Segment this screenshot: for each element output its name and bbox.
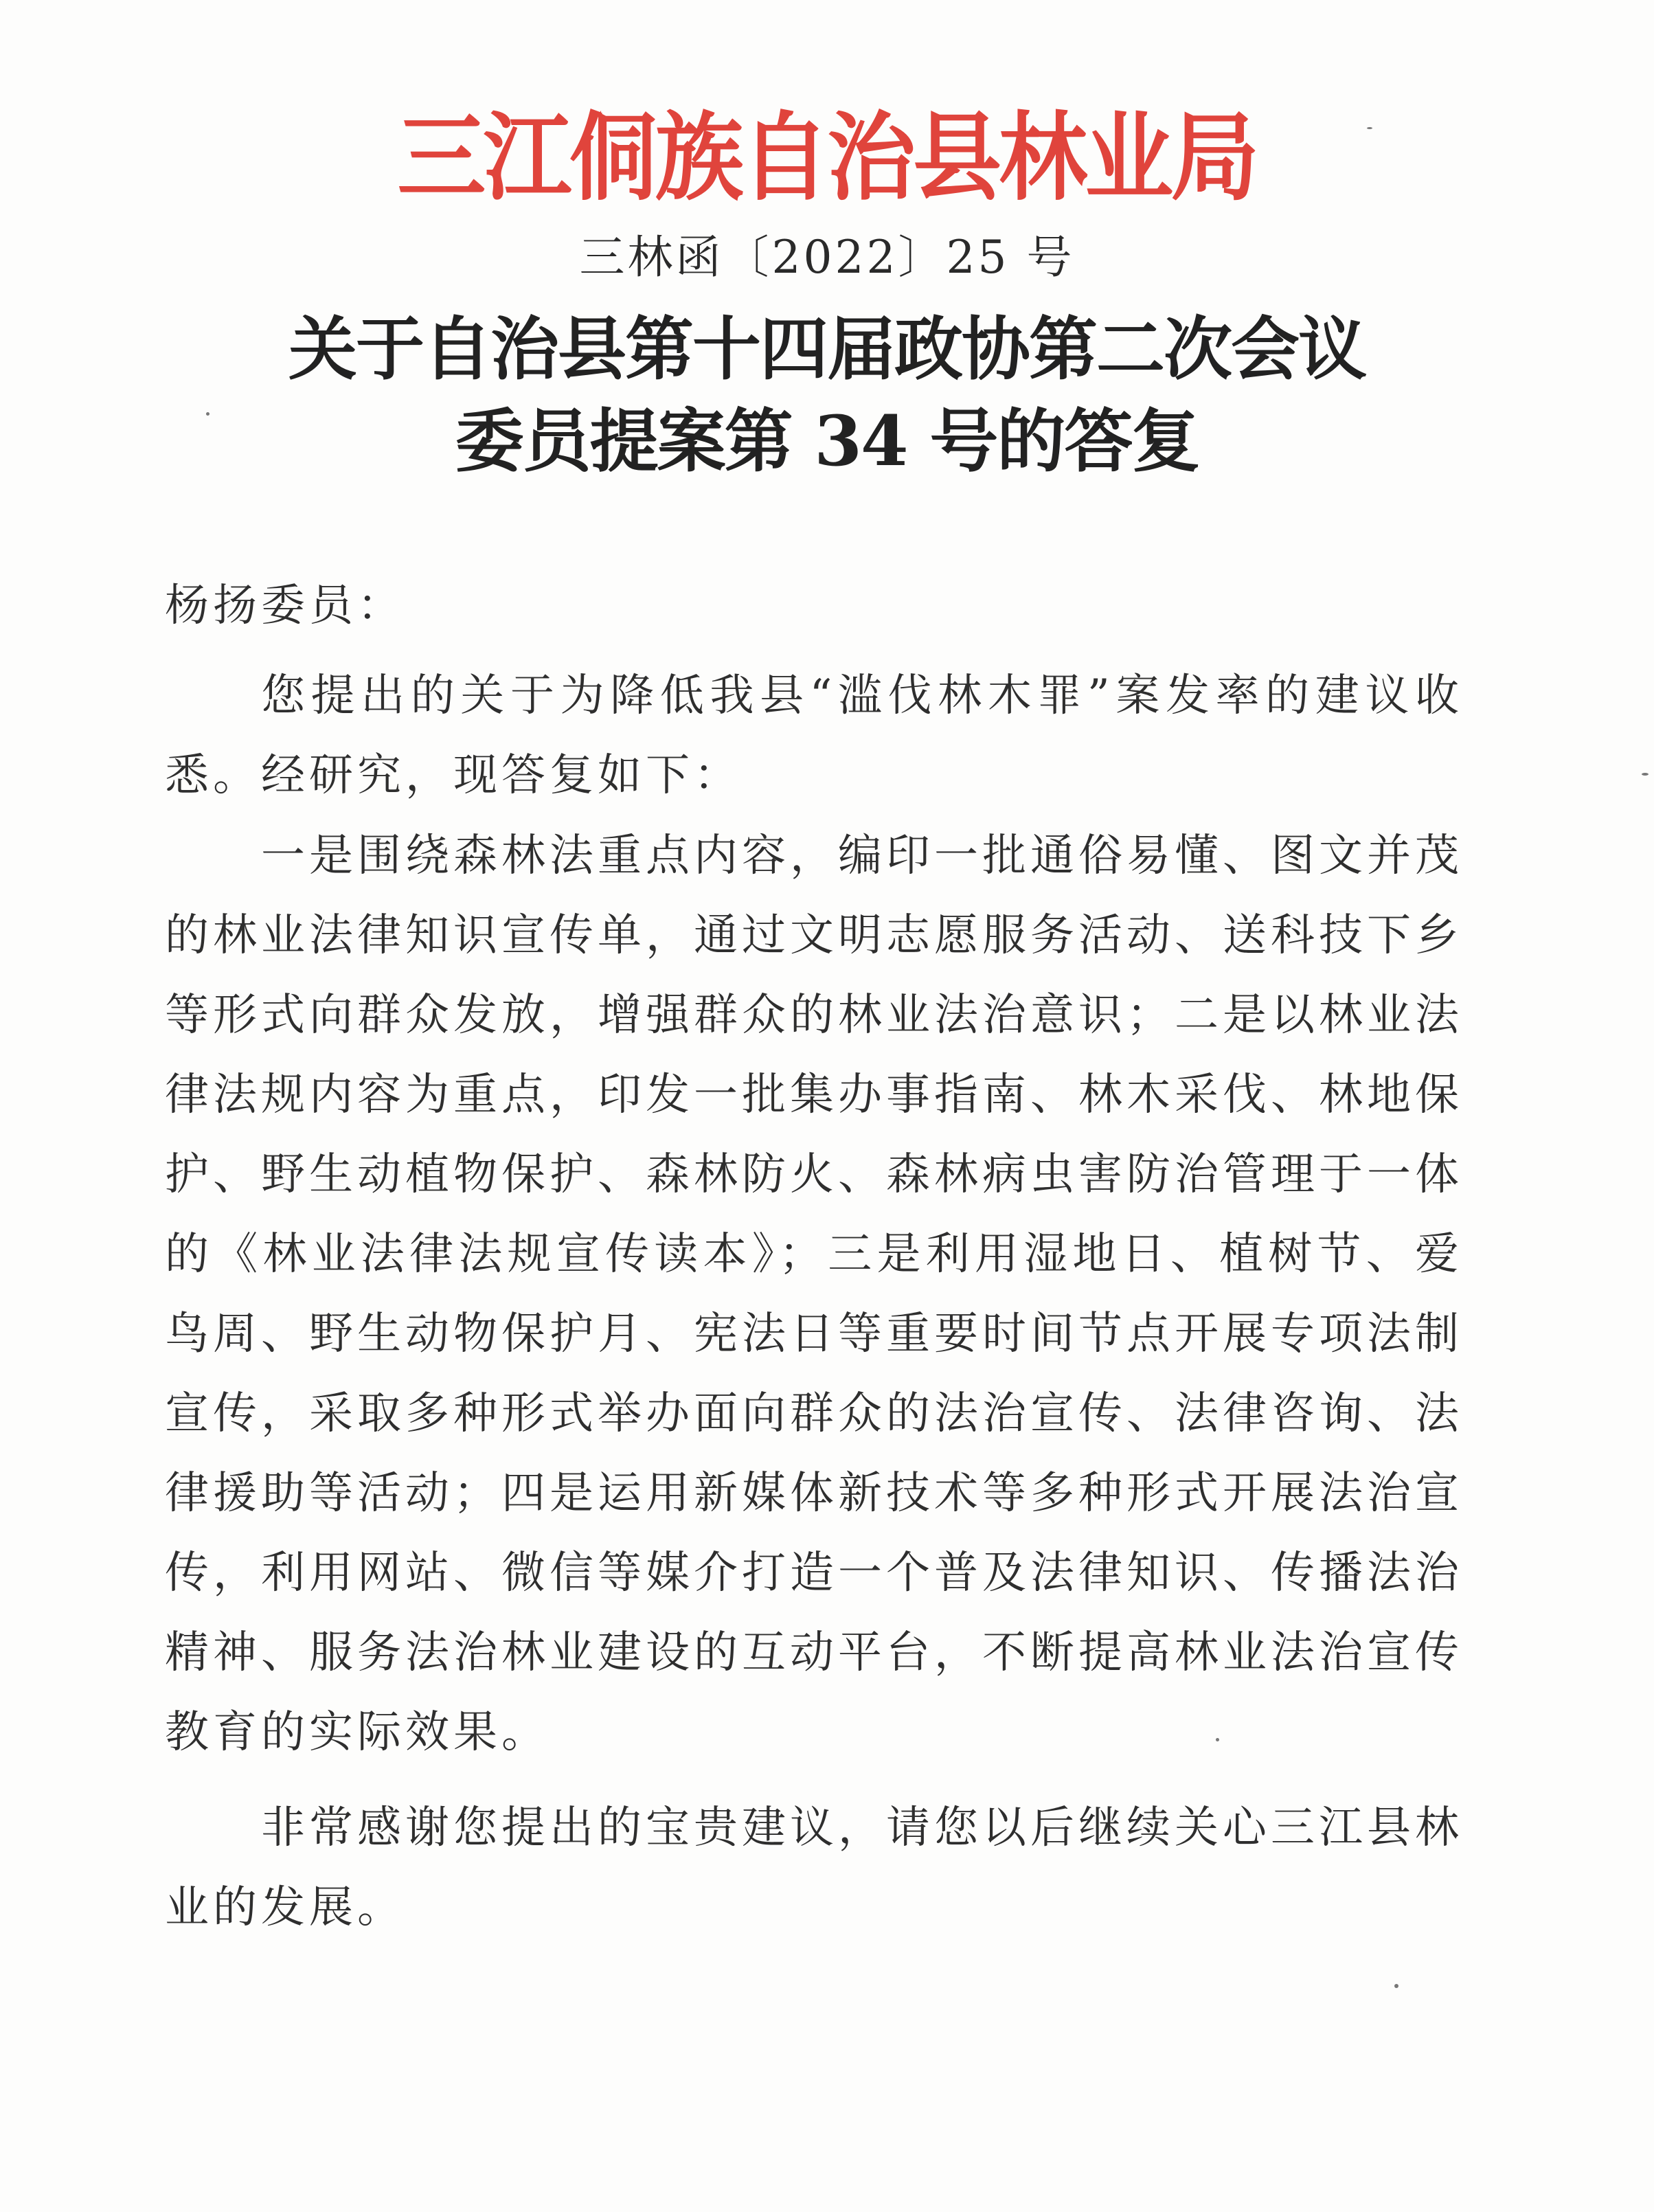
scan-speck: [1394, 1984, 1398, 1988]
organization-header: 三江侗族自治县林业局: [397, 102, 1257, 214]
salutation: 杨扬委员：: [165, 580, 405, 631]
document-title-line-1: 关于自治县第十四届政协第二次会议: [288, 308, 1366, 390]
document-number: 三林函〔2022〕25 号: [579, 231, 1075, 284]
paragraph-measures: 一是围绕森林法重点内容，编印一批通俗易懂、图文并茂的林业法律知识宣传单，通过文明志愿服务活动、送科技下乡等形式向群众发放，增强群众的林业法治意识；二是以林业法律法规内容为重点，印发一批集办事指南、林木采伐、林地保护、野生动植物保护、森林防火、森林病虫害防治管理于一体的《林业法律法规宣传读本》；三是利用湿地日、植树节、爱鸟周、野生动物保护月、宪法日等重要时间节点开展专项法制宣传，采取多种形式举办面向群众的法治宣传、法律咨询、法律援助等活动；四是运用新媒体新技术等多种形式开展法治宣传，利用网站、微信等媒介打造一个普及法律知识、传播法治精神、服务法治林业建设的互动平台，不断提高林业法治宣传教育的实际效果。: [165, 831, 1463, 1758]
paragraph-intro: 您提出的关于为降低我县“滥伐林木罪”案发率的建议收悉。经研究，现答复如下：: [165, 670, 1463, 801]
scan-speck: [1642, 773, 1649, 776]
paragraph-closing: 非常感谢您提出的宝贵建议，请您以后继续关心三江县林业的发展。: [165, 1803, 1463, 1933]
scan-speck: [206, 412, 209, 416]
scan-speck: [1367, 127, 1372, 129]
scan-speck: [1216, 1738, 1219, 1741]
document-title-line-2: 委员提案第 34 号的答复: [455, 400, 1199, 482]
